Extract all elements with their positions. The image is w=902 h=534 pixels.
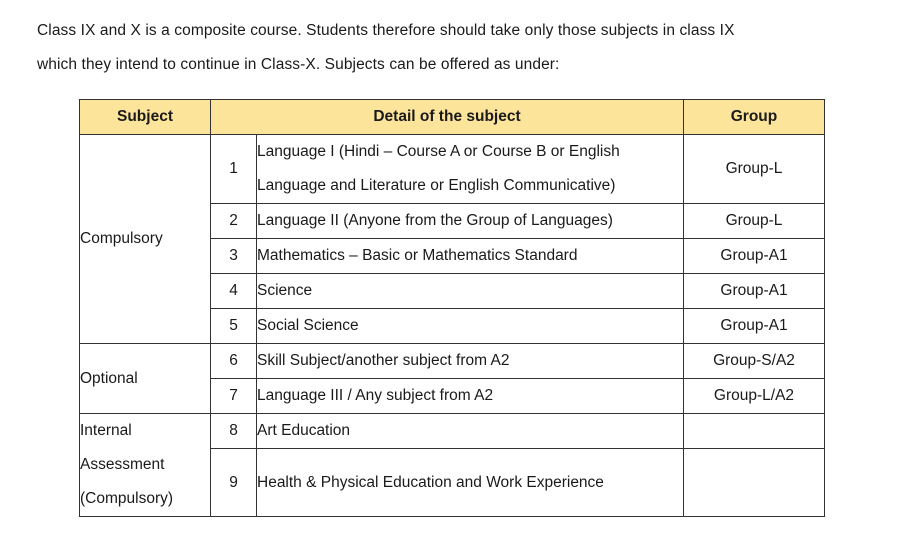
row-number: 1	[211, 135, 257, 204]
header-subject: Subject	[80, 100, 211, 135]
subject-detail: Science	[257, 274, 684, 309]
row-number: 7	[211, 379, 257, 414]
subject-group: Group-A1	[684, 274, 825, 309]
row-number: 5	[211, 309, 257, 344]
category-line: Assessment	[80, 456, 165, 473]
subject-group: Group-L	[684, 135, 825, 204]
category-line: Internal	[80, 422, 132, 439]
table-row	[80, 344, 825, 379]
header-group: Group	[684, 100, 825, 135]
intro-paragraph	[37, 14, 877, 82]
row-number: 9	[211, 449, 257, 517]
row-number: 6	[211, 344, 257, 379]
subject-group: Group-S/A2	[684, 344, 825, 379]
subject-detail: Language III / Any subject from A2	[257, 379, 684, 414]
row-number: 2	[211, 204, 257, 239]
subject-group: Group-L	[684, 204, 825, 239]
subject-group: Group-A1	[684, 309, 825, 344]
subject-detail	[257, 135, 684, 204]
subject-group: Group-A1	[684, 239, 825, 274]
header-detail: Detail of the subject	[211, 100, 684, 135]
subject-group	[684, 414, 825, 449]
subject-detail: Mathematics – Basic or Mathematics Standard	[257, 239, 684, 274]
subject-detail: Health & Physical Education and Work Experience	[257, 449, 684, 517]
subject-detail: Language II (Anyone from the Group of Languages)	[257, 204, 684, 239]
subject-detail: Social Science	[257, 309, 684, 344]
category-optional: Optional	[80, 344, 211, 414]
row-number: 3	[211, 239, 257, 274]
subject-detail-line: Language and Literature or English Communicative)	[257, 177, 616, 194]
subject-detail: Skill Subject/another subject from A2	[257, 344, 684, 379]
category-internal-assessment	[80, 414, 211, 517]
subject-detail: Art Education	[257, 414, 684, 449]
subjects-table	[79, 99, 825, 517]
subject-group	[684, 449, 825, 517]
category-line: (Compulsory)	[80, 490, 174, 507]
table-row	[80, 135, 825, 204]
table-header-row	[80, 100, 825, 135]
intro-line: which they intend to continue in Class-X. Subjects can be offered as under:	[37, 56, 560, 73]
row-number: 4	[211, 274, 257, 309]
intro-line: Class IX and X is a composite course. Students therefore should take only those subjects in class IX	[37, 22, 735, 39]
row-number: 8	[211, 414, 257, 449]
table-row	[80, 414, 825, 449]
category-compulsory: Compulsory	[80, 135, 211, 344]
subject-group: Group-L/A2	[684, 379, 825, 414]
subject-detail-line: Language I (Hindi – Course A or Course B or English	[257, 143, 620, 160]
